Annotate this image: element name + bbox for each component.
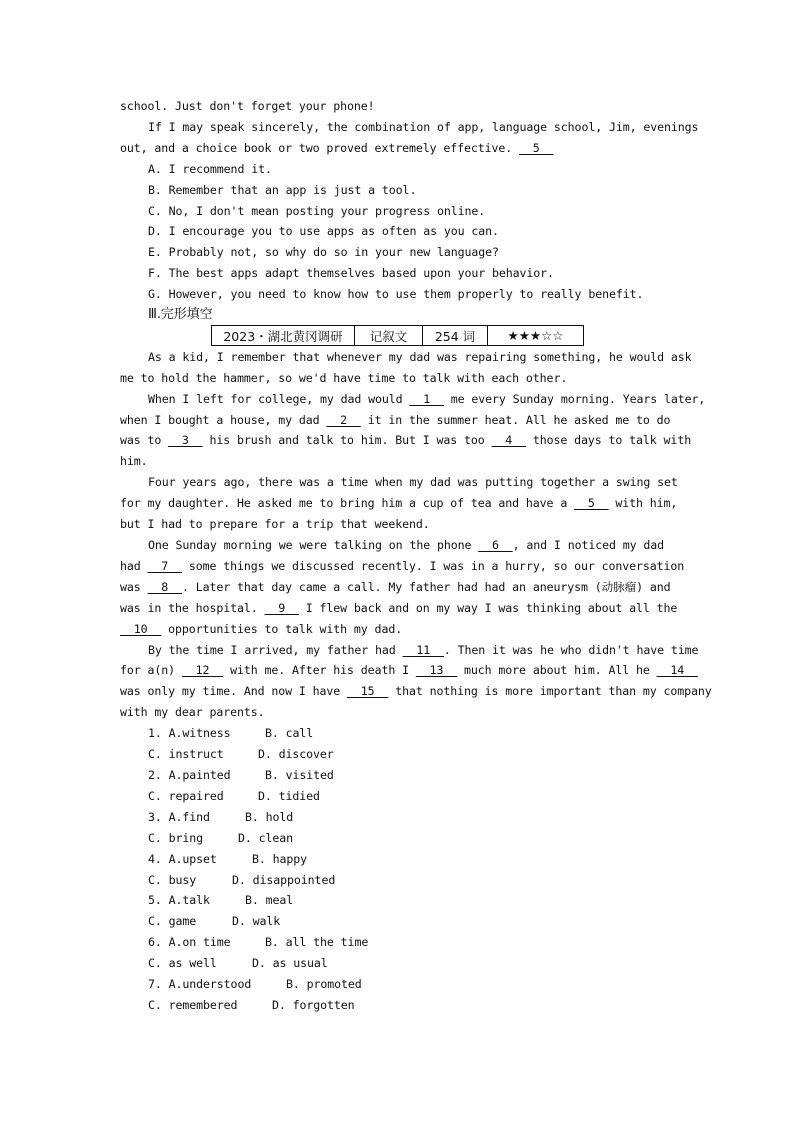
choice-row: C. remembered D. forgotten [148, 997, 355, 1012]
choice-row: 3. A.find B. hold [148, 809, 294, 824]
blank-6[interactable]: __6__ [478, 538, 513, 553]
text-line: school. Just don't forget your phone! [120, 99, 375, 113]
option-d: D. I encourage you to use apps as often as you can. [148, 224, 499, 239]
blank-15[interactable]: __15__ [347, 684, 389, 699]
blank-13[interactable]: __13__ [415, 663, 458, 678]
option-c: C. No, I don't mean posting your progress online. [148, 203, 486, 218]
text-line: If I may speak sincerely, the combination of app, language school, Jim, evenings [148, 119, 699, 134]
text-line: out, and a choice book or two proved extremely effective. __5__ [120, 140, 554, 155]
choice-row: 7. A.understood B. promoted [148, 977, 362, 992]
paragraph-line: was __8__. Later that day came a call. My father had had an aneurysm (动脉瘤) and [120, 579, 671, 594]
genre-cell: 记叙文 [355, 326, 423, 346]
paragraph-line: with my dear parents. [120, 705, 265, 720]
blank-14[interactable]: __14__ [656, 663, 698, 678]
word-count-cell: 254 词 [423, 326, 488, 346]
choice-row: 2. A.painted B. visited [148, 767, 334, 782]
blank-9[interactable]: __9__ [264, 600, 299, 615]
blank-8[interactable]: __8__ [147, 579, 182, 594]
blank-2[interactable]: __2__ [326, 412, 361, 427]
blank-10[interactable]: __10__ [120, 621, 162, 636]
option-a: A. I recommend it. [148, 161, 272, 176]
choice-row: C. instruct D. discover [148, 747, 334, 762]
paragraph-line: me to hold the hammer, so we'd have time to talk with each other. [120, 370, 568, 385]
paragraph-line: One Sunday morning we were talking on the phone __6__, and I noticed my dad [148, 538, 665, 553]
paragraph-line: As a kid, I remember that whenever my dad was repairing something, he would ask [148, 349, 692, 364]
option-b: B. Remember that an app is just a tool. [148, 182, 417, 197]
option-e: E. Probably not, so why do so in your new language? [148, 245, 499, 260]
blank-3[interactable]: __3__ [168, 433, 203, 448]
blank-1[interactable]: __1__ [409, 391, 444, 406]
choice-row: C. busy D. disappointed [148, 872, 336, 887]
choice-row: 5. A.talk B. meal [148, 893, 294, 908]
choice-row: 4. A.upset B. happy [148, 851, 308, 866]
paragraph-line: was to __3__ his brush and talk to him. But I was too __4__ those days to talk with [120, 433, 692, 448]
choice-row: C. game D. walk [148, 914, 281, 929]
paragraph-line: but I had to prepare for a trip that weekend. [120, 517, 430, 532]
section-title: Ⅲ.完形填空 [148, 307, 213, 323]
paragraph-line: was in the hospital. __9__ I flew back and on my way I was thinking about all the [120, 600, 678, 615]
paragraph-line: for a(n) __12__ with me. After his death I __13__ much more about him. All he __14__ [120, 663, 698, 678]
document-page [120, 96, 712, 1016]
option-f: F. The best apps adapt themselves based upon your behavior. [148, 266, 554, 281]
choice-row: C. as well D. as usual [148, 956, 328, 971]
difficulty-stars: ★★★☆☆ [488, 326, 584, 346]
source-cell: 2023・湖北黄冈调研 [212, 326, 355, 346]
blank-4[interactable]: __4__ [491, 433, 526, 448]
info-box [211, 325, 584, 346]
paragraph-line: __10__ opportunities to talk with my dad. [120, 621, 403, 636]
choice-row: C. repaired D. tidied [148, 788, 320, 803]
blank-11[interactable]: __11__ [402, 642, 444, 657]
choice-row: 1. A.witness B. call [148, 726, 314, 741]
paragraph-line: By the time I arrived, my father had __11__. Then it was he who didn't have time [148, 642, 699, 657]
paragraph-line: him. [120, 454, 148, 469]
paragraph-line: when I bought a house, my dad __2__ it in the summer heat. All he asked me to do [120, 412, 671, 427]
paragraph-line: had __7__ some things we discussed recently. I was in a hurry, so our conversation [120, 558, 685, 573]
choice-row: 6. A.on time B. all the time [148, 935, 369, 950]
blank-5[interactable]: __5__ [519, 140, 554, 155]
blank-12[interactable]: __12__ [181, 663, 224, 678]
option-g: G. However, you need to know how to use them properly to really benefit. [148, 287, 644, 302]
paragraph-line: Four years ago, there was a time when my dad was putting together a swing set [148, 475, 678, 490]
paragraph-line: for my daughter. He asked me to bring him a cup of tea and have a __5__ with him, [120, 496, 678, 511]
choice-row: C. bring D. clean [148, 830, 294, 845]
blank-5b[interactable]: __5__ [574, 496, 609, 511]
paragraph-line: was only my time. And now I have __15__ that nothing is more important than my company [120, 684, 712, 699]
paragraph-line: When I left for college, my dad would __1__ me every Sunday morning. Years later, [148, 391, 706, 406]
blank-7[interactable]: __7__ [147, 558, 182, 573]
